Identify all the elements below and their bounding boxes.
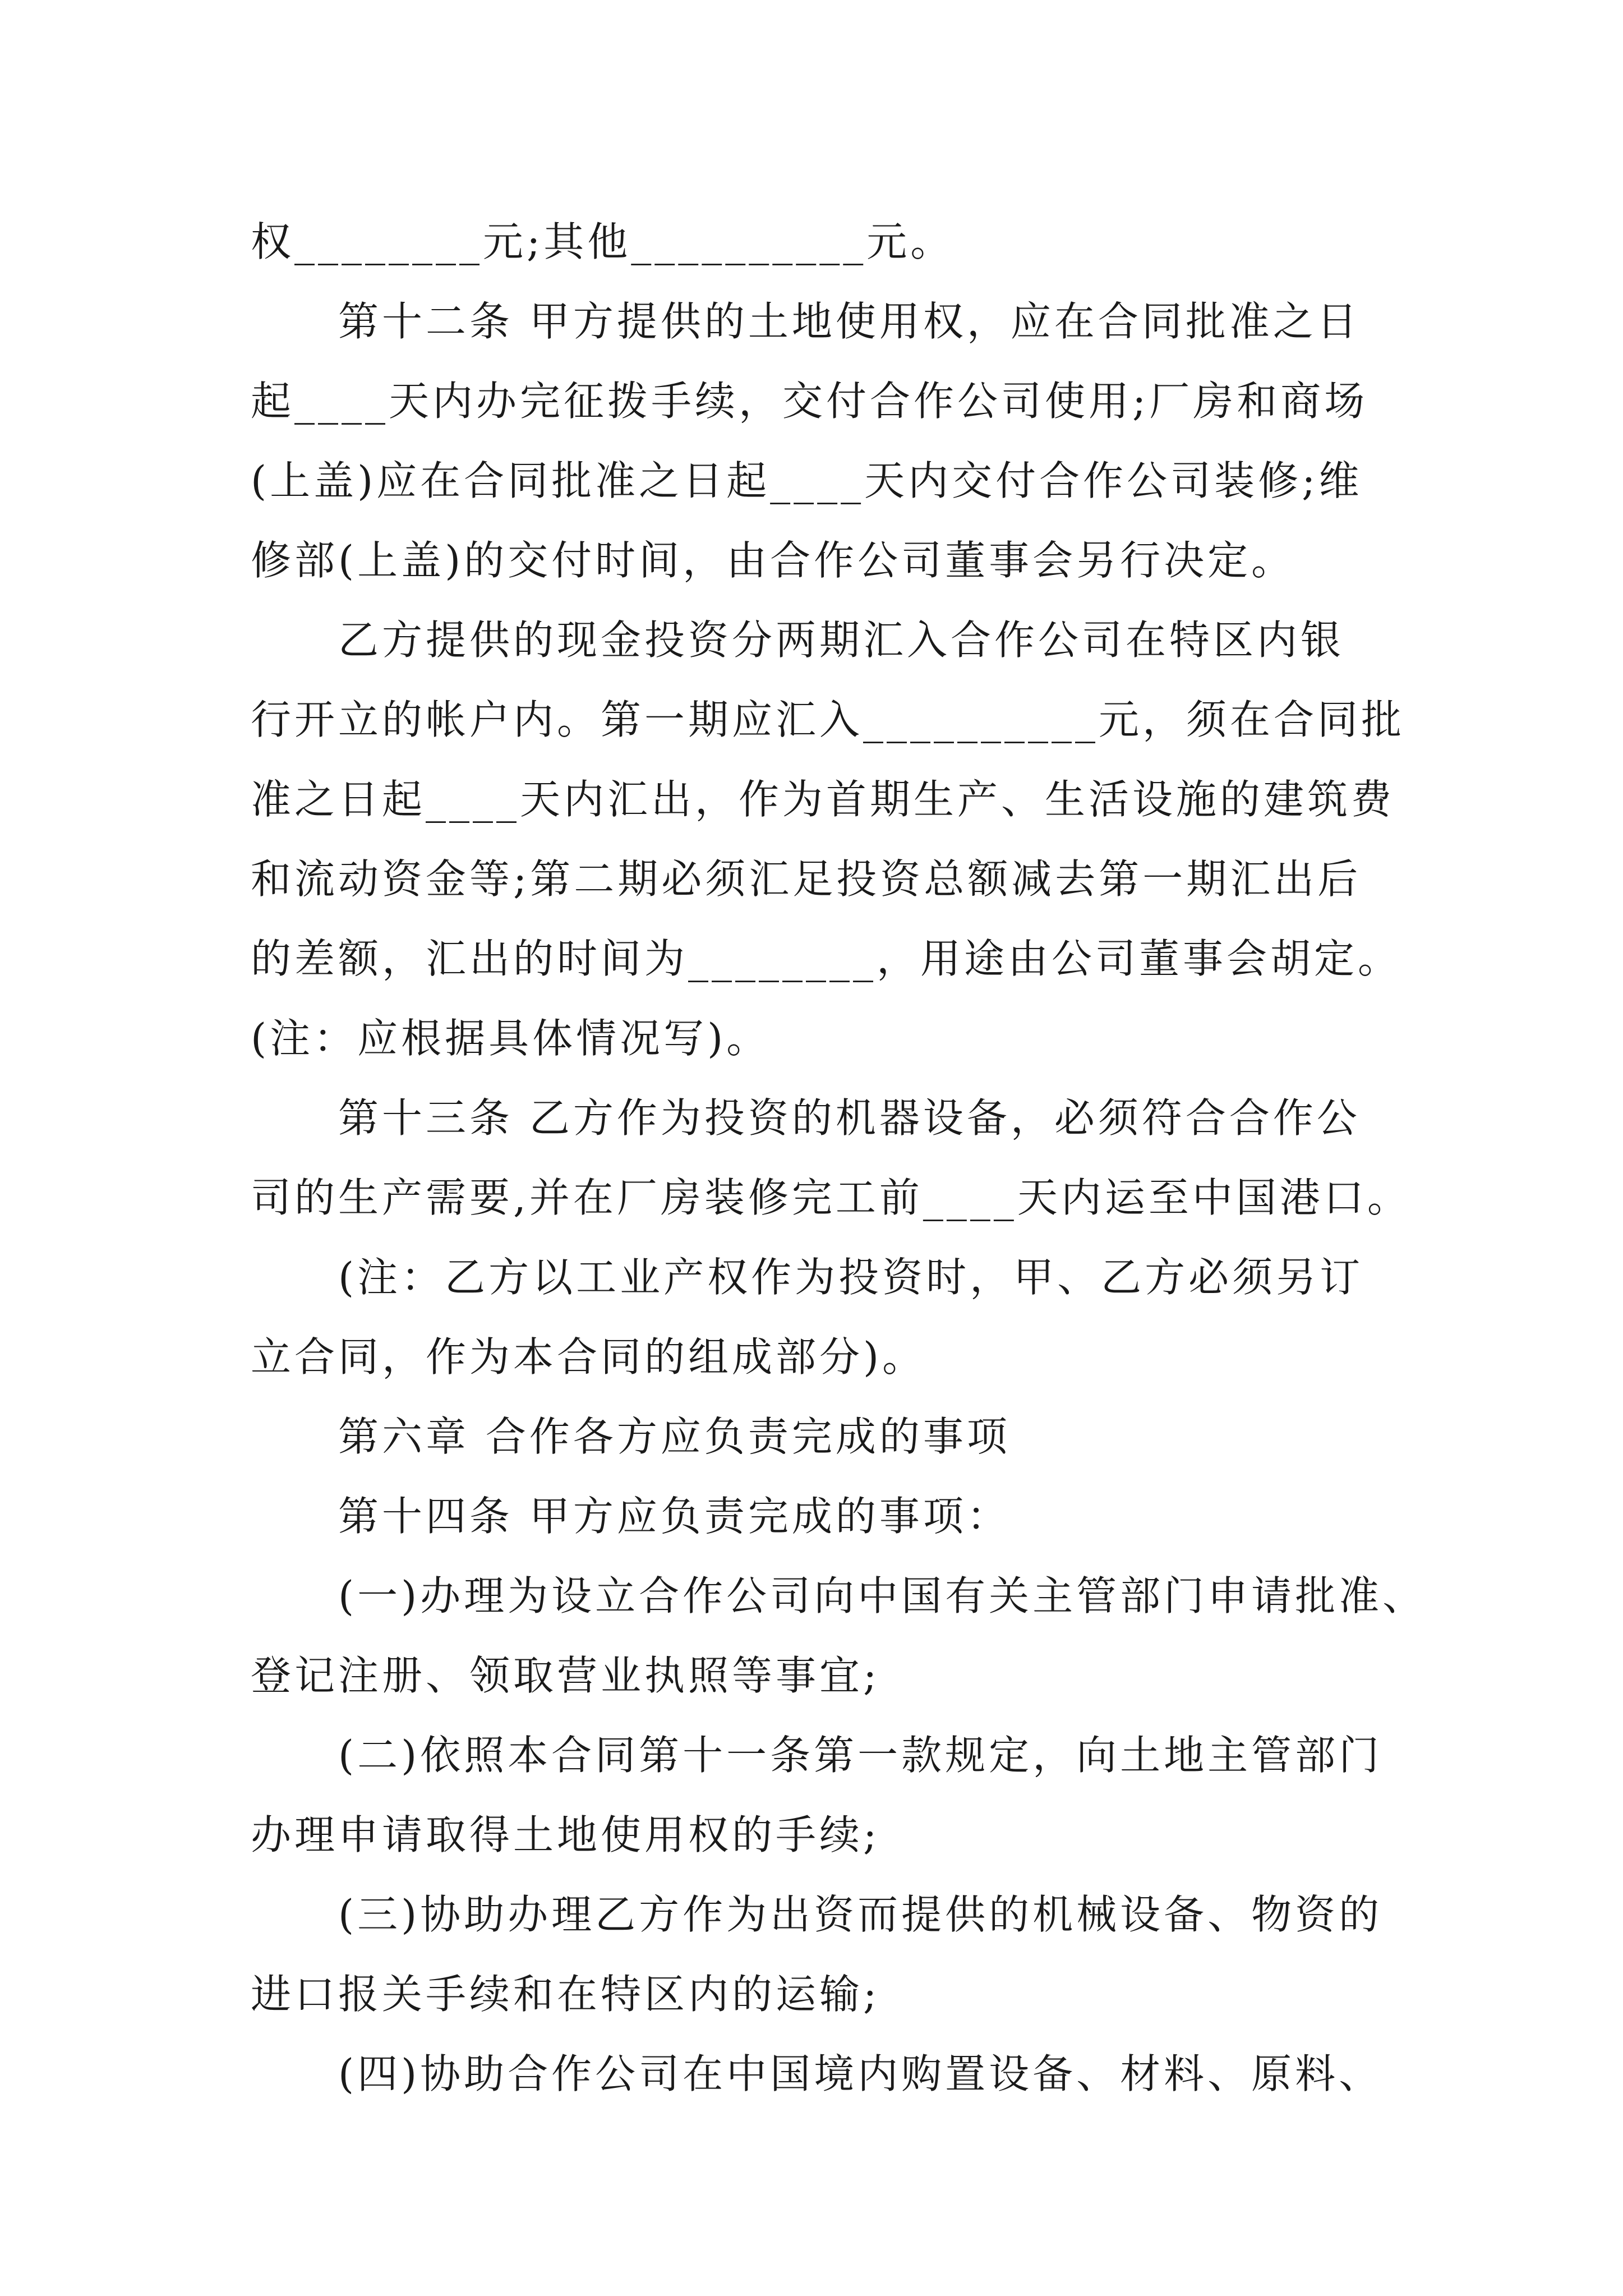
text-line: 第十四条 甲方应负责完成的事项： <box>338 1493 1011 1540</box>
text-line: 准之日起____天内汇出，作为首期生产、生活设施的建筑费 <box>251 776 1395 823</box>
chapter-heading: 第六章 合作各方应负责完成的事项 <box>338 1413 1011 1460</box>
text-line: 乙方提供的现金投资分两期汇入合作公司在特区内银 <box>338 616 1345 664</box>
text-line: (注：应根据具体情况写)。 <box>251 1015 771 1062</box>
text-line: 的差额，汇出的时间为________，用途由公司董事会胡定。 <box>251 935 1402 982</box>
text-line: 修部(上盖)的交付时间，由合作公司董事会另行决定。 <box>251 537 1295 584</box>
text-line: (三)协助办理乙方作为出资而提供的机械设备、物资的 <box>338 1891 1383 1938</box>
text-line: (一)办理为设立合作公司向中国有关主管部门申请批准、 <box>338 1572 1427 1619</box>
text-line: 立合同，作为本合同的组成部分)。 <box>251 1333 926 1381</box>
text-line: (上盖)应在合同批准之日起____天内交付合作公司装修;维 <box>251 457 1363 504</box>
text-line: 办理申请取得土地使用权的手续; <box>251 1811 880 1858</box>
document-body <box>251 202 1427 2114</box>
text-line: 起____天内办完征拨手续，交付合作公司使用;厂房和商场 <box>251 378 1368 425</box>
text-line: 进口报关手续和在特区内的运输; <box>251 1971 880 2018</box>
text-line: 行开立的帐户内。第一期应汇入__________元，须在合同批 <box>251 696 1405 743</box>
text-line: (注：乙方以工业产权作为投资时，甲、乙方必须另订 <box>338 1254 1364 1301</box>
text-line: 第十三条 乙方作为投资的机器设备，必须符合合作公 <box>338 1094 1361 1142</box>
text-line: (四)协助合作公司在中国境内购置设备、材料、原料、 <box>338 2050 1383 2097</box>
text-line: 司的生产需要,并在厂房装修完工前____天内运至中国港口。 <box>251 1174 1411 1221</box>
text-line: (二)依照本合同第十一条第一款规定，向土地主管部门 <box>338 1732 1383 1779</box>
text-line: 第十二条 甲方提供的土地使用权，应在合同批准之日 <box>338 298 1361 345</box>
text-line: 和流动资金等;第二期必须汇足投资总额减去第一期汇出后 <box>251 855 1362 903</box>
text-line: 登记注册、领取营业执照等事宜; <box>251 1652 880 1699</box>
text-line: 权________元;其他__________元。 <box>251 218 955 265</box>
